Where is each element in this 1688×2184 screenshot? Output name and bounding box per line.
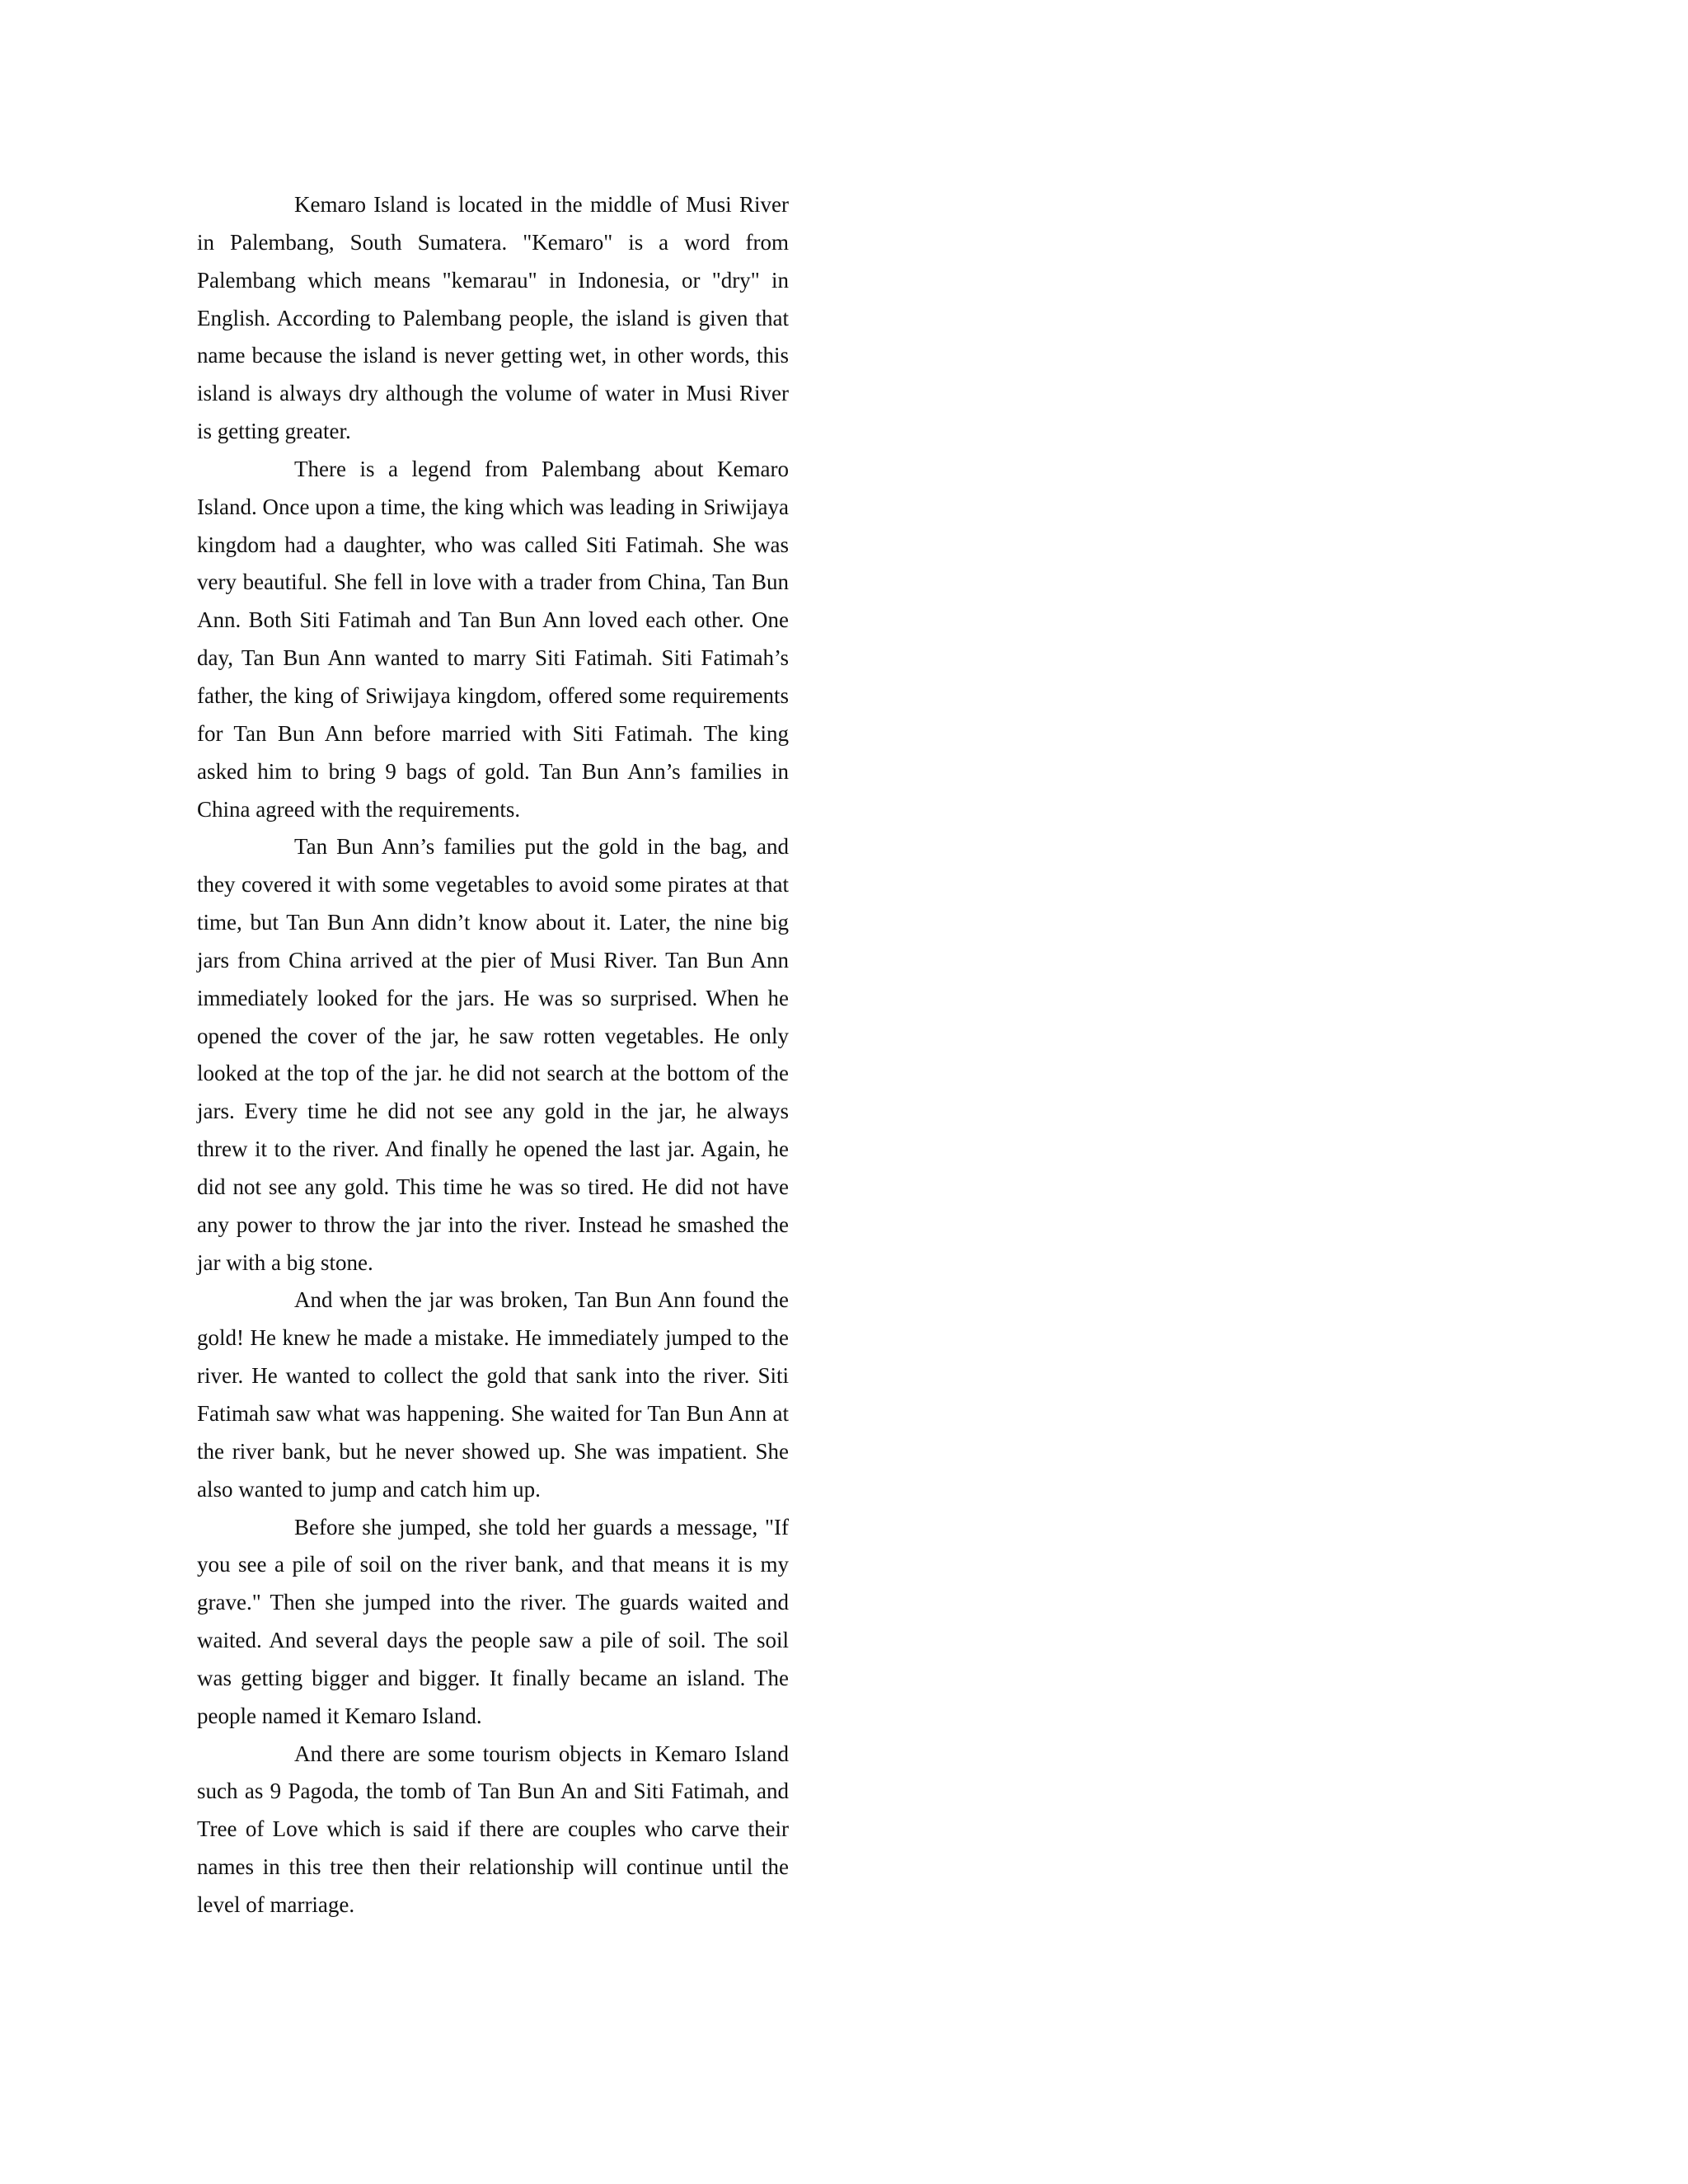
paragraph-6: And there are some tourism objects in Kemaro Island such as 9 Pagoda, the tomb of Tan Bun An and Siti Fatimah, and Tree of Love which is said if there are couples who carve their names in this tree then their relationship will continue until the level of marriage. (197, 1741, 789, 1917)
paragraph-1: Kemaro Island is located in the middle of Musi River in Palembang, South Sumatera. "Kemaro" is a word from Palembang which means "kemarau" in Indonesia, or "dry" in English. According to Palembang people, the island is given that name because the island is never getting wet, in other words, this island is always dry although the volume of water in Musi River is getting greater. (197, 192, 789, 444)
body-text (197, 186, 789, 1924)
paragraph-2: There is a legend from Palembang about Kemaro Island. Once upon a time, the king which was leading in Sriwijaya kingdom had a daughter, who was called Siti Fatimah. She was very beautiful. She fell in love with a trader from China, Tan Bun Ann. Both Siti Fatimah and Tan Bun Ann loved each other. One day, Tan Bun Ann wanted to marry Siti Fatimah. Siti Fatimah’s father, the king of Sriwijaya kingdom, offered some requirements for Tan Bun Ann before married with Siti Fatimah. The king asked him to bring 9 bags of gold. Tan Bun Ann’s families in China agreed with the requirements. (197, 456, 789, 822)
paragraph-3: Tan Bun Ann’s families put the gold in the bag, and they covered it with some vegetables to avoid some pirates at that time, but Tan Bun Ann didn’t know about it. Later, the nine big jars from China arrived at the pier of Musi River. Tan Bun Ann immediately looked for the jars. He was so surprised. When he opened the cover of the jar, he saw rotten vegetables. He only looked at the top of the jar. he did not search at the bottom of the jars. Every time he did not see any gold in the jar, he always threw it to the river. And finally he opened the last jar. Again, he did not see any gold. This time he was so tired. He did not have any power to throw the jar into the river. Instead he smashed the jar with a big stone. (197, 834, 789, 1275)
paragraph-5: Before she jumped, she told her guards a message, "If you see a pile of soil on the river bank, and that means it is my grave." Then she jumped into the river. The guards waited and waited. And several days the people saw a pile of soil. The soil was getting bigger and bigger. It finally became an island. The people named it Kemaro Island. (197, 1514, 789, 1728)
paragraph-4: And when the jar was broken, Tan Bun Ann found the gold! He knew he made a mistake. He immediately jumped to the river. He wanted to collect the gold that sank into the river. Siti Fatimah saw what was happening. She waited for Tan Bun Ann at the river bank, but he never showed up. She was impatient. She also wanted to jump and catch him up. (197, 1287, 789, 1502)
